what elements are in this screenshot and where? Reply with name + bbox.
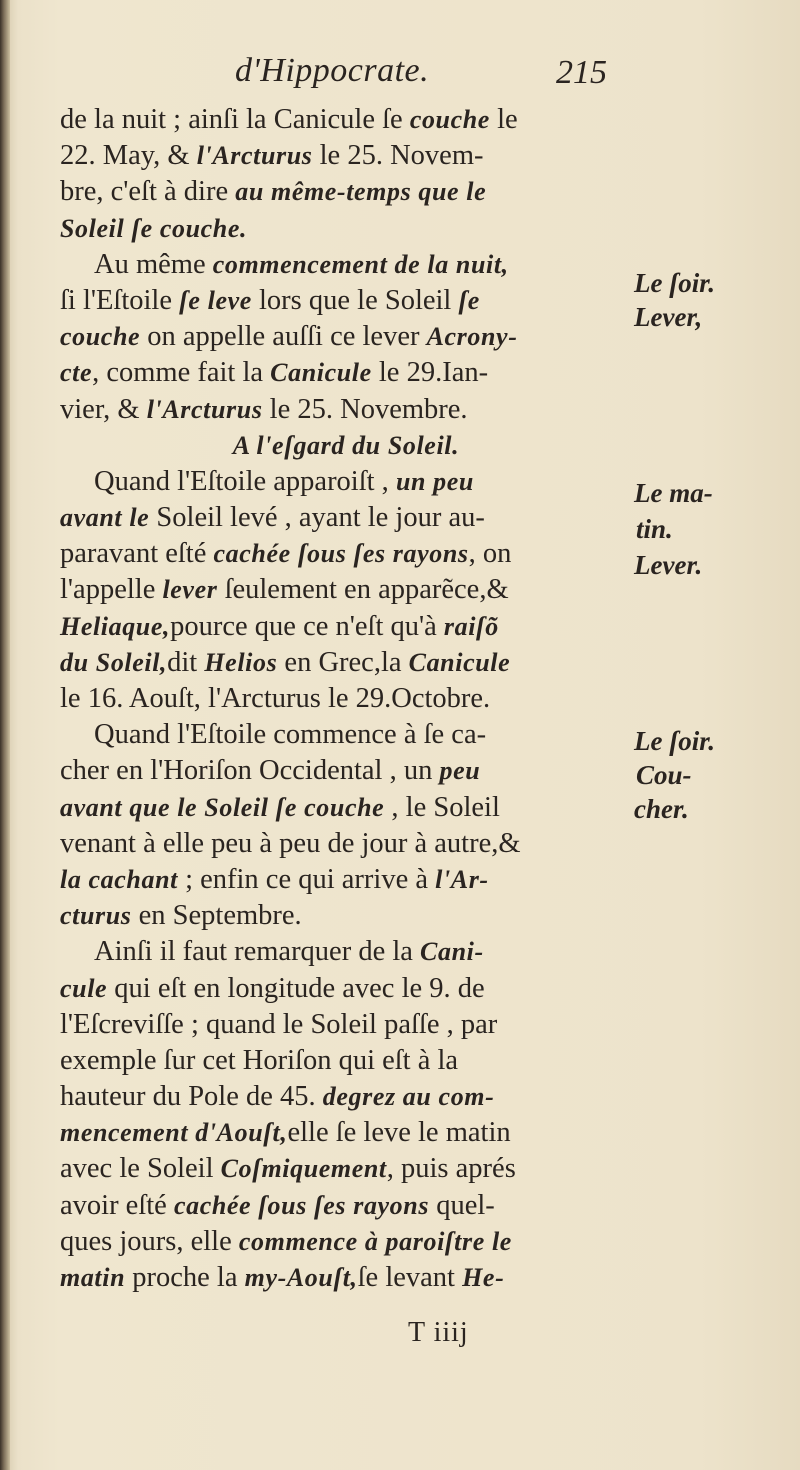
text-segment: quel- [429, 1189, 495, 1221]
italic-term: mencement d'Aouſt, [60, 1118, 288, 1148]
text-segment: pource que ce n'eſt qu'à [170, 610, 444, 642]
text-line [60, 609, 632, 645]
text-segment: proche la [125, 1262, 245, 1293]
italic-term: degrez au com- [322, 1082, 495, 1112]
text-segment: venant à elle peu à peu de jour à autre,& [60, 827, 521, 859]
text-segment: en Grec,la [277, 646, 409, 678]
text-line [60, 681, 632, 717]
text-segment: on appelle auſſi ce lever [140, 321, 427, 353]
margin-note-matin-lever: Le ma- [634, 478, 713, 508]
text-line [60, 717, 632, 753]
text-line [60, 1188, 632, 1224]
text-segment: ſe levant [357, 1262, 463, 1293]
text-line [60, 753, 632, 789]
text-segment: le 25. Novem- [312, 140, 484, 172]
text-line [60, 1115, 632, 1151]
italic-term: couche [60, 322, 141, 352]
text-segment: de la nuit ; ainſi la Canicule ſe [60, 104, 410, 135]
text-segment: l'appelle [60, 574, 163, 606]
italic-term: Canicule [408, 647, 511, 677]
italic-term: matin [60, 1263, 126, 1292]
text-line [60, 862, 632, 898]
text-line [60, 536, 632, 572]
italic-term: Acrony- [426, 322, 518, 352]
italic-term: l'Arcturus [146, 394, 263, 424]
text-segment: Soleil levé , ayant le jour au- [149, 502, 485, 534]
text-line [60, 898, 632, 934]
text-segment: avec le Soleil [60, 1153, 221, 1185]
text-line [60, 211, 632, 247]
italic-term: commencement de la nuit, [212, 249, 509, 279]
text-segment: lors que le Soleil [251, 284, 459, 316]
text-segment: hauteur du Pole de 45. [60, 1081, 323, 1113]
text-line [60, 645, 632, 681]
text-segment: , puis aprés [386, 1153, 516, 1185]
text-line [60, 102, 632, 138]
text-segment: le 25. Novembre. [262, 393, 468, 425]
text-line [60, 934, 632, 970]
text-segment: cher en l'Horiſon Occidental , un [60, 755, 440, 787]
text-line [60, 174, 632, 210]
text-segment: , comme fait la [92, 357, 271, 389]
binding-gutter [0, 0, 10, 1470]
text-line [60, 464, 632, 500]
italic-term: avant le [60, 503, 150, 533]
text-segment: Quand l'Eſtoile commence à ſe ca- [94, 719, 487, 751]
margin-note-soir-coucher: cher. [634, 794, 689, 824]
text-segment: en Septembre. [131, 900, 302, 932]
italic-term: raiſõ [443, 611, 499, 641]
text-segment: Ainſi il faut remarquer de la [94, 936, 421, 968]
text-line [60, 1224, 632, 1260]
text-segment: , on [468, 538, 512, 570]
text-segment: le 29.Ian- [371, 357, 489, 389]
italic-term: ſe leve [179, 285, 252, 315]
text-line [60, 971, 632, 1007]
text-segment: le 16. Aouſt, l'Arcturus le 29.Octobre. [60, 683, 491, 714]
italic-term: ſe [458, 285, 480, 315]
italic-term: au même-temps que le [235, 177, 487, 207]
running-title: d'Hippocrate. [235, 52, 430, 89]
margin-note-soir-lever: Lever, [634, 302, 703, 332]
margin-note-soir-lever: Le ſoir. [634, 268, 715, 298]
text-line [60, 319, 632, 355]
text-segment: ques jours, elle [60, 1225, 239, 1257]
signature-mark: T iiij [408, 1317, 469, 1348]
text-segment: qui eſt en longitude avec le 9. de [107, 972, 485, 1004]
text-line [60, 355, 632, 391]
text-line [60, 138, 632, 174]
italic-term: Coſmiquement [220, 1154, 387, 1184]
page-header [0, 50, 800, 100]
italic-term: cturus [60, 901, 132, 931]
text-line [60, 1007, 632, 1043]
body-text [60, 102, 632, 1296]
italic-term: l'Ar- [435, 864, 489, 894]
text-line [60, 1260, 632, 1296]
italic-term: avant que le Soleil ſe couche [60, 792, 385, 822]
margin-note-matin-lever: tin. [636, 514, 673, 544]
italic-term: Cani- [420, 937, 484, 967]
text-segment: le [489, 104, 518, 135]
margin-note-matin-lever: Lever. [634, 550, 703, 580]
text-segment: 22. May, & [60, 140, 197, 172]
text-segment: avoir eſté [60, 1189, 174, 1221]
text-line [60, 572, 632, 608]
italic-term: my-Aouſt, [244, 1263, 358, 1292]
margin-note-soir-coucher: Le ſoir. [634, 726, 715, 756]
text-line [60, 790, 632, 826]
text-segment: vier, & [60, 393, 147, 425]
italic-term: cule [60, 973, 108, 1003]
italic-term: un peu [395, 466, 474, 496]
text-segment: l'Eſcreviſſe ; quand le Soleil paſſe , par [60, 1008, 498, 1040]
italic-term: Helios [204, 647, 278, 677]
italic-term: Canicule [270, 358, 372, 388]
italic-term: lever [162, 575, 218, 605]
text-segment: Quand l'Eſtoile apparoiſt , [94, 465, 396, 497]
italic-term: Soleil ſe couche. [60, 213, 248, 243]
text-line [60, 500, 632, 536]
italic-term: l'Arcturus [196, 141, 313, 171]
text-segment: elle ſe leve le matin [287, 1117, 511, 1149]
text-segment: ſi l'Eſtoile [60, 284, 180, 316]
text-segment: exemple ſur cet Horiſon qui eſt à la [60, 1044, 459, 1076]
italic-term: cachée ſous ſes rayons [213, 539, 469, 569]
italic-term: cachée ſous ſes rayons [173, 1190, 430, 1220]
section-heading [60, 428, 632, 464]
text-line [60, 392, 632, 428]
italic-term: A l'eſgard du Soleil. [232, 430, 460, 460]
text-line [60, 247, 632, 283]
page-number: 215 [556, 54, 607, 91]
italic-term: du Soleil, [60, 647, 168, 677]
text-line [60, 826, 632, 862]
italic-term: Heliaque, [60, 611, 171, 641]
margin-note-soir-coucher: Cou- [636, 760, 692, 790]
text-segment: dit [167, 646, 205, 678]
text-segment: ſeulement en apparẽce,& [217, 574, 509, 606]
text-segment: paravant eſté [60, 538, 214, 570]
italic-term: commence à paroiſtre le [238, 1226, 512, 1256]
text-line [60, 283, 632, 319]
text-line [60, 1151, 632, 1187]
italic-term: cte [60, 358, 93, 388]
italic-term: peu [439, 756, 481, 786]
italic-term: la cachant [60, 864, 178, 894]
text-segment: ; enfin ce qui arrive à [177, 863, 436, 895]
text-segment: Au même [94, 248, 213, 280]
text-segment: , le Soleil [384, 791, 500, 823]
text-segment: bre, c'eſt à dire [60, 176, 236, 208]
italic-term: couche [409, 105, 490, 134]
text-line [60, 1079, 632, 1115]
italic-term: He- [462, 1263, 505, 1292]
text-line [60, 1043, 632, 1079]
